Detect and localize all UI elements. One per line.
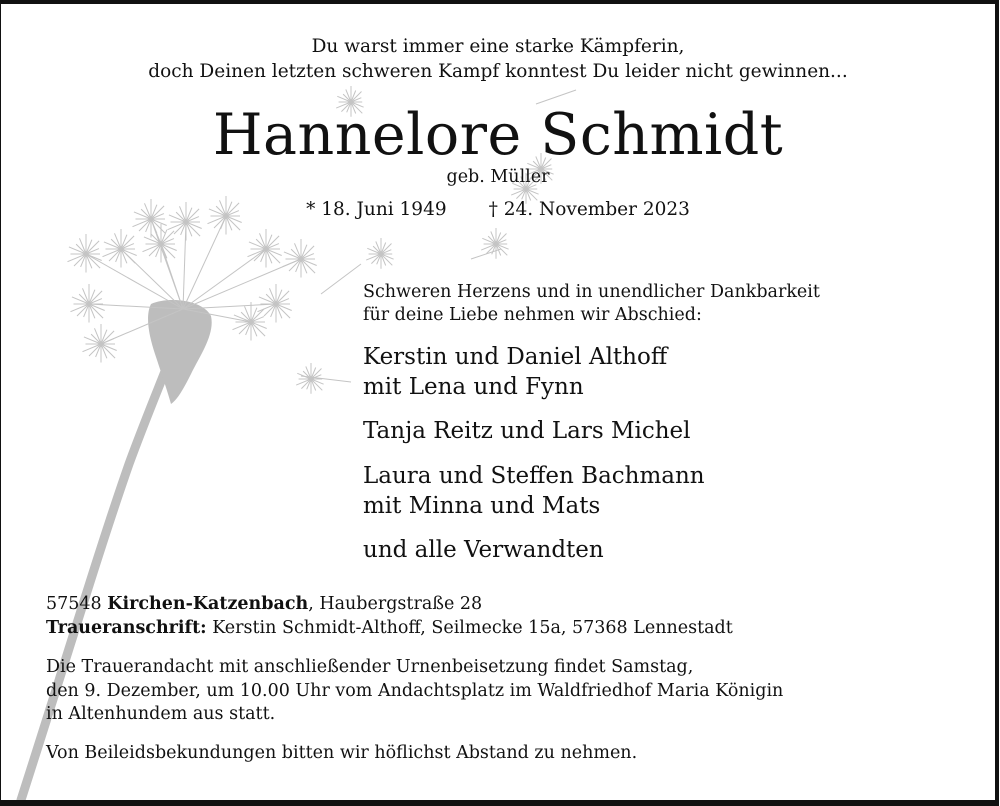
service-line: den 9. Dezember, um 10.00 Uhr vom Andachtsplatz im Waldfriedhof Maria Königin <box>46 680 784 701</box>
town: Kirchen-Katzenbach <box>107 594 309 614</box>
street: , Haubergstraße 28 <box>308 594 483 614</box>
birth-date: * 18. Juni 1949 <box>306 199 447 220</box>
seed-filament <box>89 291 102 304</box>
service-info <box>46 656 783 727</box>
motto <box>1 34 995 84</box>
mourner-group <box>363 416 691 446</box>
seed-filament <box>89 304 103 318</box>
contact-label: Traueranschrift: <box>46 617 207 638</box>
deceased-name: Hannelore Schmidt <box>212 102 784 168</box>
dandelion-stem <box>21 334 179 800</box>
seed-filament <box>111 239 121 249</box>
seed-filament <box>121 236 134 249</box>
seed-filament <box>291 249 301 259</box>
seed-filament <box>251 309 264 322</box>
seed-filament <box>79 294 89 304</box>
seed-filament <box>266 294 276 304</box>
seed-filament <box>86 241 99 254</box>
seed-filament <box>266 249 280 263</box>
seed-filament <box>251 322 265 336</box>
address-block <box>46 593 733 640</box>
seed-filament <box>151 234 161 244</box>
motto-line-1: Du warst immer eine starke Kämpferin, <box>311 36 685 57</box>
seed-filament <box>381 254 392 265</box>
seed-filament <box>77 304 89 316</box>
intro-line-1: Schweren Herzens und in unendlicher Dankbarkeit <box>363 282 820 302</box>
residence-address <box>46 593 733 617</box>
seed-filament <box>174 222 186 234</box>
contact-value: Kerstin Schmidt-Althoff, Seilmecke 15a, 57368 Lennestadt <box>206 617 733 638</box>
closing-note: Von Beileidsbekundungen bitten wir höflichst Abstand zu nehmen. <box>46 743 638 763</box>
mourner-line: Kerstin und Daniel Althoff <box>363 344 668 370</box>
mourner-group <box>363 535 604 565</box>
seed-filament <box>101 344 115 358</box>
seed-filament <box>301 246 314 259</box>
motto-line-2: doch Deinen letzten schweren Kampf konntest Du leider nicht gewinnen... <box>148 61 848 82</box>
seed-filament <box>186 222 200 236</box>
seed-filament <box>311 379 322 390</box>
mourner-group <box>363 342 667 402</box>
seed-filament <box>149 244 161 256</box>
seed-filament <box>496 234 507 245</box>
birth-name: geb. Müller <box>446 167 550 187</box>
seed-stalk <box>161 244 183 309</box>
death-date: † 24. November 2023 <box>488 199 690 220</box>
service-line: in Altenhundem aus statt. <box>46 704 276 724</box>
mourning-contact <box>46 617 733 641</box>
mourner-line: mit Minna und Mats <box>363 493 601 519</box>
intro-line-2: für deine Liebe nehmen wir Abschied: <box>363 305 702 325</box>
seed-filament <box>254 249 266 261</box>
seed-filament <box>89 344 101 356</box>
seed-filament <box>276 304 290 318</box>
seed-filament <box>256 239 266 249</box>
mourner-line: mit Lena und Fynn <box>363 374 584 400</box>
seed-filament <box>264 304 276 316</box>
seed-filament <box>76 244 86 254</box>
mourner-group <box>363 461 705 521</box>
life-dates <box>1 197 995 223</box>
seed-filament <box>351 92 362 103</box>
seed-filament <box>109 249 121 261</box>
seed-filament <box>101 331 114 344</box>
drifting-seed <box>321 264 361 294</box>
service-line: Die Trauerandacht mit anschließender Urnenbeisetzung findet Samstag, <box>46 657 694 677</box>
mourner-line: Tanja Reitz und Lars Michel <box>363 418 691 444</box>
farewell-intro <box>363 281 820 327</box>
seed-filament <box>289 259 301 271</box>
seed-filament <box>239 322 251 334</box>
postcode: 57548 <box>46 594 102 614</box>
seed-filament <box>74 254 86 266</box>
seed-filament <box>121 249 135 263</box>
seed-filament <box>91 334 101 344</box>
seed-filament <box>381 244 392 255</box>
seed-filament <box>266 236 279 249</box>
seed-filament <box>161 231 174 244</box>
mourner-line: Laura und Steffen Bachmann <box>363 463 705 489</box>
seed-filament <box>276 291 289 304</box>
seed-filament <box>301 259 315 273</box>
mourner-line: und alle Verwandten <box>363 537 604 563</box>
